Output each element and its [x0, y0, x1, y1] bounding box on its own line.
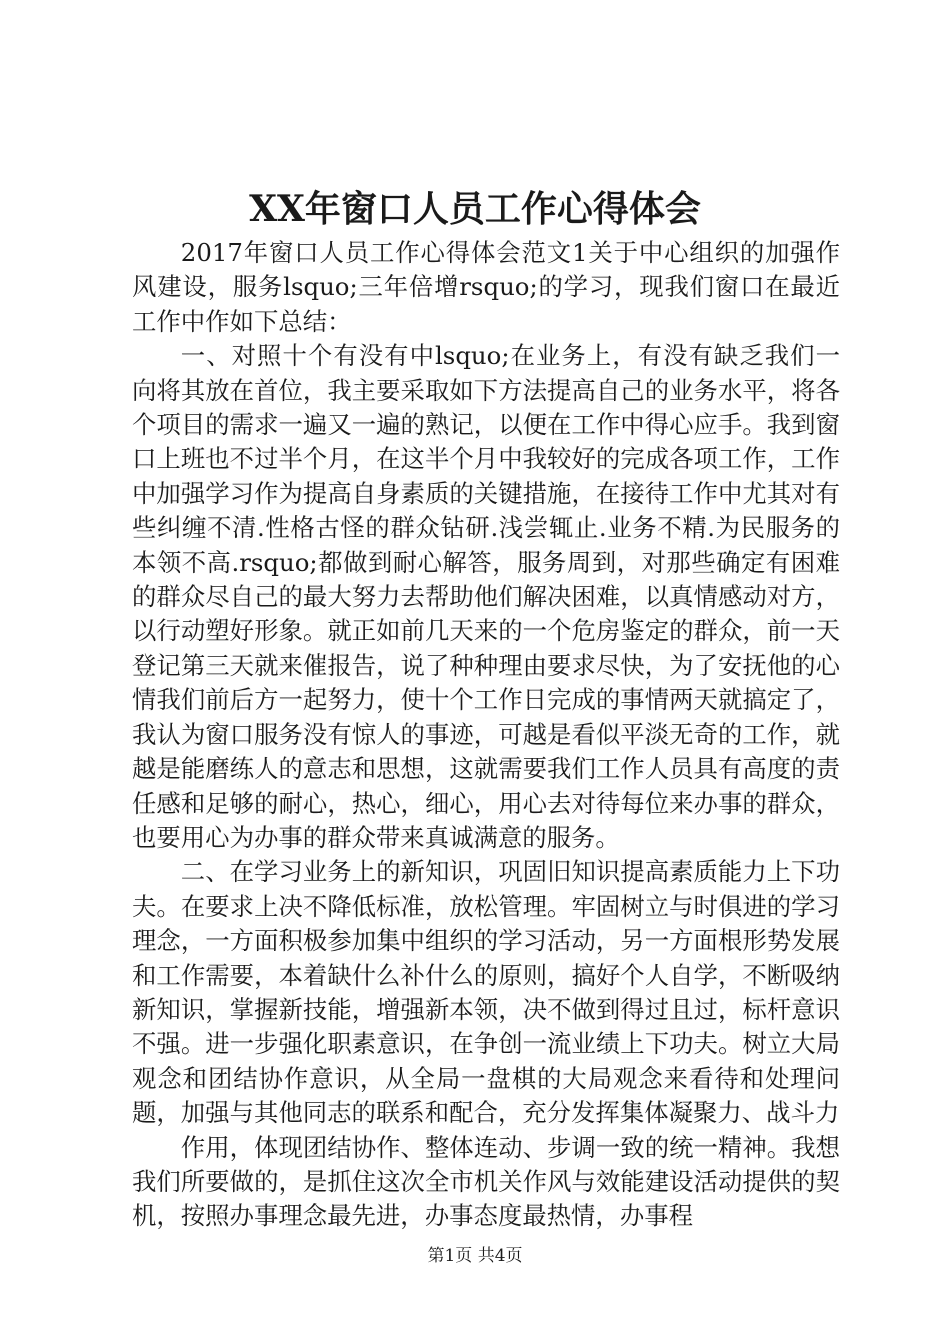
paragraph-continuation: 作用，体现团结协作、整体连动、步调一致的统一精神。我想我们所要做的，是抓住这次全市机关作风与效能建设活动提供的契机，按照办事理念最先进，办事态度最热情，办事程 [132, 1132, 840, 1231]
document-body [132, 236, 840, 1234]
document-title: XX年窗口人员工作心得体会 [249, 188, 701, 230]
paragraph-section-one: 一、对照十个有没有中lsquo;在业务上，有没有缺乏我们一向将其放在首位，我主要采取如下方法提高自己的业务水平，将各个项目的需求一遍又一遍的熟记，以便在工作中得心应手。我到窗口上班也不过半个月，在这半个月中我较好的完成各项工作，工作中加强学习作为提高自身素质的关键措施，在接待工作中尤其对有些纠缠不清.性格古怪的群众钻研.浅尝辄止.业务不精.为民服务的本领不高.rsquo;都做到耐心解答，服务周到，对那些确定有困难的群众尽自己的最大努力去帮助他们解决困难，以真情感动对方，以行动塑好形象。就正如前几天来的一个危房鉴定的群众，前一天登记第三天就来催报告，说了种种理由要求尽快，为了安抚他的心情我们前后方一起努力，使十个工作日完成的事情两天就搞定了，我认为窗口服务没有惊人的事迹，可越是看似平淡无奇的工作，就越是能磨练人的意志和思想，这就需要我们工作人员具有高度的责任感和足够的耐心，热心，细心，用心去对待每位来办事的群众，也要用心为办事的群众带来真诚满意的服务。 [132, 341, 840, 852]
paragraph-intro: 2017年窗口人员工作心得体会范文1关于中心组织的加强作风建设，服务lsquo;三年倍增rsquo;的学习，现我们窗口在最近工作中作如下总结： [132, 238, 840, 336]
paragraph-section-two: 二、在学习业务上的新知识，巩固旧知识提高素质能力上下功夫。在要求上决不降低标准，放松管理。牢固树立与时俱进的学习理念，一方面积极参加集中组织的学习活动，另一方面根形势发展和工作需要，本着缺什么补什么的原则，搞好个人自学，不断吸纳新知识，掌握新技能，增强新本领，决不做到得过且过，标杆意识不强。进一步强化职素意识，在争创一流业绩上下功夫。树立大局观念和团结协作意识，从全局一盘棋的大局观念来看待和处理问题，加强与其他同志的联系和配合，充分发挥集体凝聚力、战斗力 [132, 857, 840, 1128]
page-footer: 第1页 共4页 [427, 1246, 523, 1266]
